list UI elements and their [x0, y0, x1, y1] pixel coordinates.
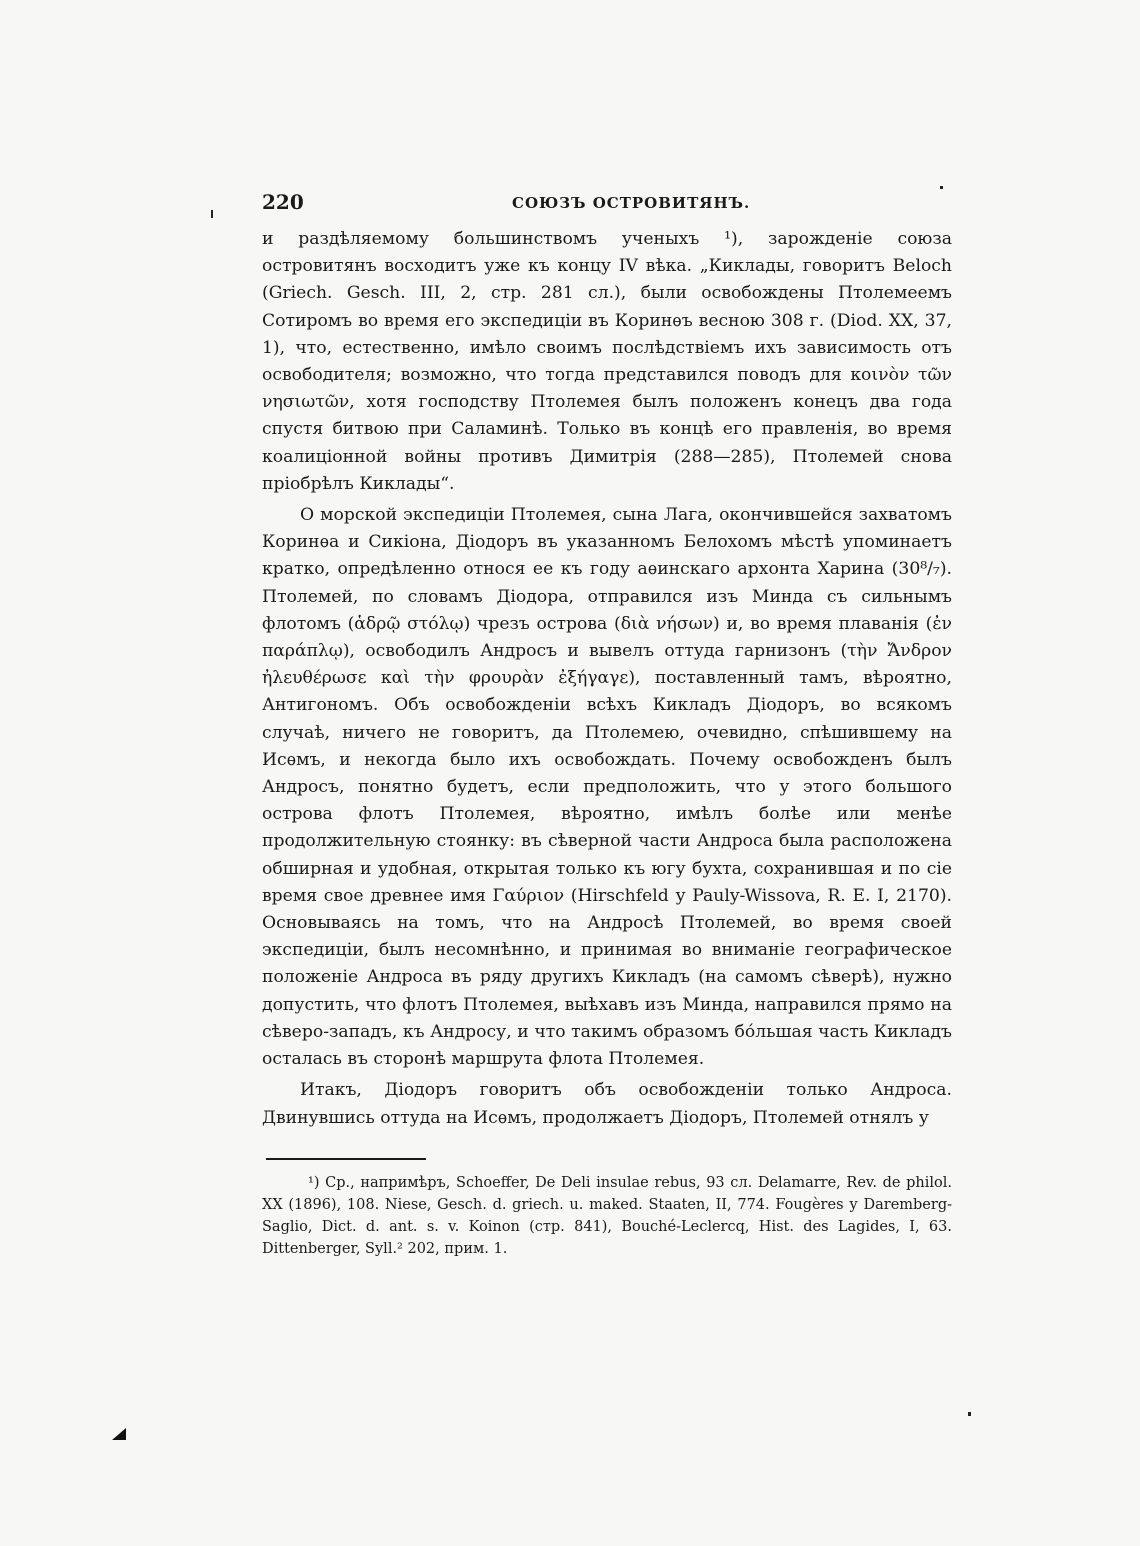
- footnote-rule: [266, 1158, 426, 1160]
- page-header: [262, 186, 952, 226]
- paragraph-expedition: О морской экспедиціи Птолемея, сына Лага, окончившейся захватомъ Коринѳа и Сикіона, Діодоръ въ указанномъ Белохомъ мѣстѣ упоминаетъ кратко, опредѣленно относя ее къ году аѳинскаго архонта Харина (30⁸/₇). Птолемей, по словамъ Діодора, отправился изъ Минда съ сильнымъ флотомъ (ἁδρῷ στόλῳ) чрезъ острова (διὰ νήσων) и, во время плаванія (ἐν παράπλῳ), освободилъ Андросъ и вывелъ оттуда гарнизонъ (τὴν Ἄνδρον ἠλευθέρωσε καὶ τὴν φρουρὰν ἐξήγαγε), поставленный тамъ, вѣроятно, Антигономъ. Объ освобожденіи всѣхъ Кикладъ Діодоръ, во всякомъ случаѣ, ничего не говоритъ, да Птолемею, очевидно, спѣшившему на Исѳмъ, и некогда было ихъ освобождать. Почему освобожденъ былъ Андросъ, понятно будетъ, если предположить, что у этого большого острова флотъ Птолемея, вѣроятно, имѣлъ болѣе или менѣе продолжительную стоянку: въ сѣверной части Андроса была расположена обширная и удобная, открытая только къ югу бухта, сохранившая и по сіе время свое древнее имя Γαύριον (Hirschfeld у Pauly-Wissova, R. E. I, 2170). Основываясь на томъ, что на Андросѣ Птолемей, во время своей экспедиціи, былъ несомнѣнно, и принимая во вниманіе географическое положеніе Андроса въ ряду другихъ Кикладъ (на самомъ сѣверѣ), нужно допустить, что флотъ Птолемея, выѣхавъ изъ Минда, направился прямо на сѣверо-западъ, къ Андросу, и что такимъ образомъ бо́льшая часть Кикладъ осталась въ сторонѣ маршрута флота Птолемея.: [262, 505, 952, 1070]
- running-title: СОЮЗЪ ОСТРОВИТЯНЪ.: [512, 194, 751, 212]
- scan-speck: [211, 210, 213, 218]
- paragraph-conclusion: Итакъ, Діодоръ говоритъ объ освобожденіи только Андроса. Двинувшись оттуда на Исѳмъ, продолжаетъ Діодоръ, Птолемей отнялъ у: [262, 1080, 952, 1128]
- scan-speck: [968, 1412, 971, 1416]
- scan-corner-mark: [112, 1428, 126, 1440]
- book-page: [262, 186, 952, 1260]
- scan-speck: [940, 186, 943, 189]
- body-text: [262, 226, 952, 1132]
- footnotes: [262, 1172, 952, 1260]
- page-number: 220: [262, 190, 304, 214]
- paragraph-continuation: и раздѣляемому большинствомъ ученыхъ ¹), зарожденіе союза островитянъ восходитъ уже къ концу IV вѣка. „Киклады, говоритъ Beloch (Griech. Gesch. III, 2, стр. 281 сл.), были освобождены Птолемеемъ Сотиромъ во время его экспедиціи въ Коринѳъ весною 308 г. (Diod. XX, 37, 1), что, естественно, имѣло своимъ послѣдствіемъ ихъ зависимость отъ освободителя; возможно, что тогда представился поводъ для κοινὸν τῶν νησιωτῶν, хотя господству Птолемея былъ положенъ конецъ два года спустя битвою при Саламинѣ. Только въ концѣ его правленія, во время коалиціонной войны противъ Димитрія (288—285), Птолемей снова пріобрѣлъ Киклады“.: [262, 229, 952, 494]
- footnote-1: ¹) Ср., напримѣръ, Schoeffer, De Deli insulae rebus, 93 сл. Delamarre, Rev. de philol. XX (1896), 108. Niese, Gesch. d. griech. u. maked. Staaten, II, 774. Fougères у Daremberg-Saglio, Dict. d. ant. s. v. Koinon (стр. 841), Bouché-Leclercq, Hist. des Lagides, I, 63. Dittenberger, Syll.² 202, прим. 1.: [262, 1174, 952, 1257]
